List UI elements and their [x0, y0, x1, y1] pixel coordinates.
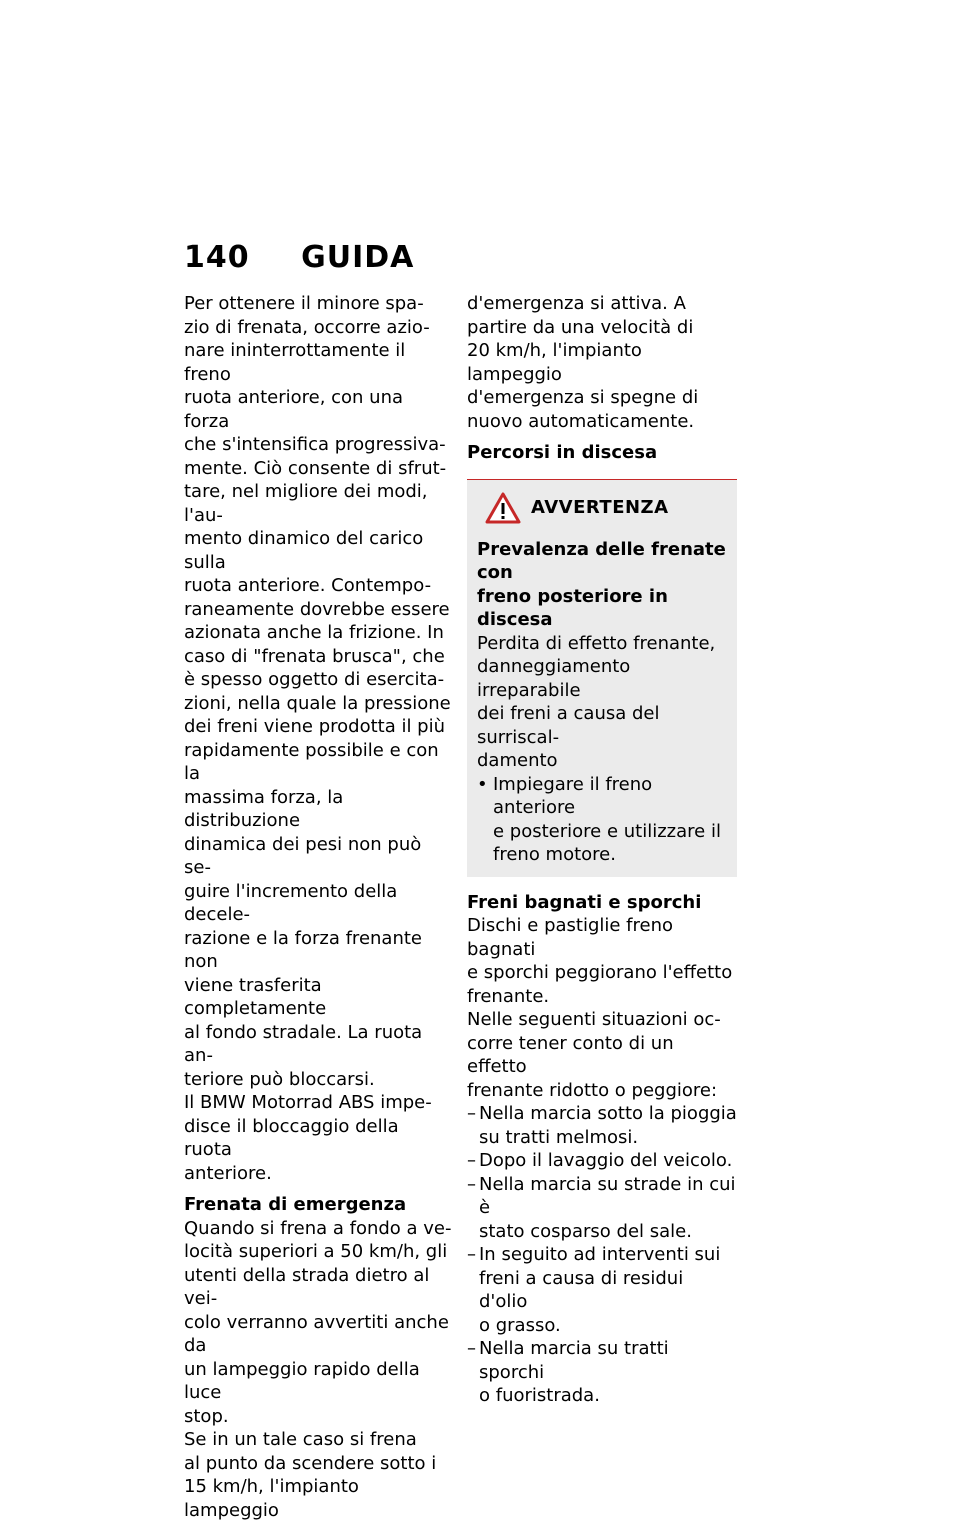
dash-symbol: – [467, 1150, 476, 1171]
heading-wet-dirty-brakes: Freni bagnati e sporchi [467, 891, 702, 913]
warning-triangle-icon [485, 492, 521, 524]
list-item-text: Nella marcia su tratti sporchi o fuoristrada. [479, 1338, 669, 1406]
paragraph-hazard-lights: Se in un tale caso si frena al punto da scendere sotto i 15 km/h, l'impianto lampeggio [184, 1429, 437, 1521]
heading-downhill: Percorsi in discesa [467, 442, 658, 463]
list-item [467, 1149, 737, 1173]
warning-body: Perdita di effetto frenante, danneggiamento irreparabile dei freni a causa del surriscal- damento [477, 632, 716, 771]
section-title: GUIDA [301, 240, 415, 275]
paragraph-abs: Il BMW Motorrad ABS impe- disce il bloccaggio della ruota anteriore. [184, 1092, 432, 1184]
warning-box [467, 479, 737, 877]
bullet-symbol: • [477, 773, 488, 795]
warning-title: AVVERTENZA [531, 496, 669, 518]
list-item [467, 1173, 737, 1244]
paragraph-braking-force: Per ottenere il minore spa- zio di frenata, occorre azio- nare ininterrottamente il freno ruota anteriore, con una forza che s'intensifica progressiva- mente. Ciò consente di sfrut- tare, nel migliore dei modi, l'au- mento dinamico del carico sulla ruota anteriore. Contempo- raneamente dovrebbe essere azionata anche la frizione. In caso di "frenata brusca", che è spesso oggetto di esercita- zioni, nella quale la pressione dei freni viene prodotta il più rapidamente possibile e con la massima forza, la distribuzione dinamica dei pesi non può se- guire l'incremento della decele- razione e la forza frenante non viene trasferita completamente al fondo stradale. La ruota an- teriore può bloccarsi. [184, 293, 451, 1090]
list-item-text: Nella marcia sotto la pioggia su tratti melmosi. [479, 1103, 737, 1148]
warning-instruction-text: Impiegare il freno anteriore e posteriore e utilizzare il freno motore. [493, 773, 721, 865]
warning-instruction [477, 773, 727, 867]
paragraph-emergency-brake-light: Quando si frena a fondo a ve- locità superiori a 50 km/h, gli utenti della strada dietro al vei- colo verranno avvertiti anche da un lampeggio rapido della luce stop. [184, 1217, 452, 1427]
dash-symbol: – [467, 1244, 476, 1265]
list-item [467, 1337, 737, 1408]
dash-symbol: – [467, 1338, 476, 1359]
list-item-text: In seguito ad interventi sui freni a causa di residui d'olio o grasso. [479, 1244, 721, 1336]
left-column [184, 292, 452, 1522]
list-item [467, 1243, 737, 1337]
right-column [467, 292, 737, 1408]
dash-symbol: – [467, 1173, 476, 1195]
heading-emergency-braking: Frenata di emergenza [184, 1194, 407, 1215]
list-item-text: Nella marcia su strade in cui è stato cosparso del sale. [479, 1173, 736, 1242]
paragraph-situations-intro: Nelle seguenti situazioni oc- corre tener conto di un effetto frenante ridotto o peggiore: [467, 1009, 721, 1101]
page-number: 140 [184, 240, 250, 275]
warning-subtitle: Prevalenza delle frenate con freno posteriore in discesa [477, 538, 726, 630]
dash-symbol: – [467, 1103, 476, 1124]
page-header [184, 240, 414, 275]
warning-header [485, 492, 727, 524]
paragraph-hazard-continued: d'emergenza si attiva. A partire da una velocità di 20 km/h, l'impianto lampeggio d'emergenza si spegne di nuovo automaticamente. [467, 293, 699, 432]
paragraph-wet-brakes: Dischi e pastiglie freno bagnati e sporchi peggiorano l'effetto frenante. [467, 915, 733, 1007]
list-item [467, 1102, 737, 1149]
list-item-text: Dopo il lavaggio del veicolo. [479, 1150, 733, 1171]
